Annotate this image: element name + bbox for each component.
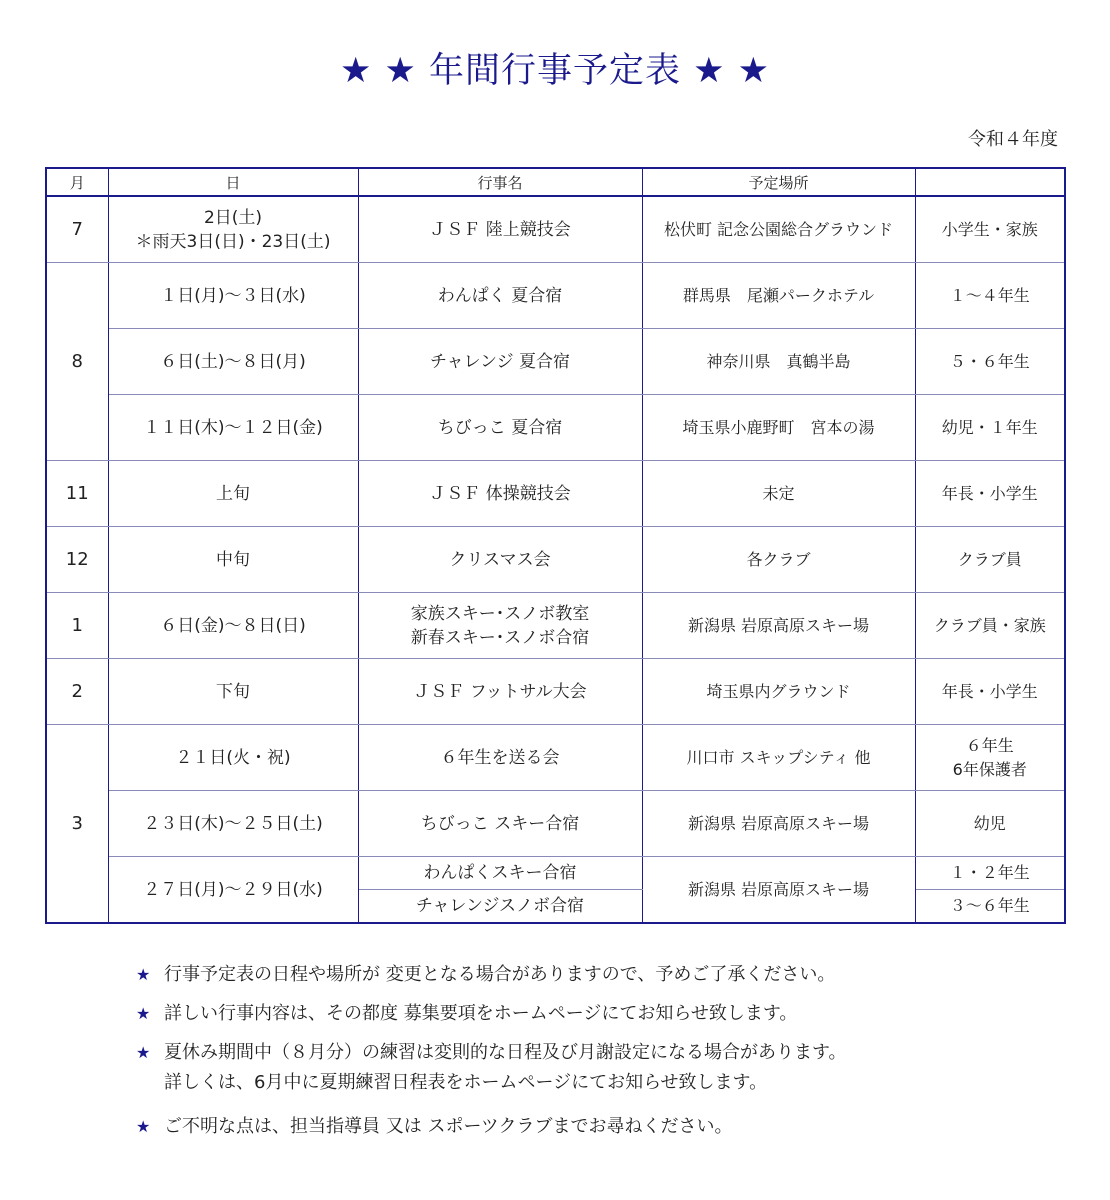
table-row [46, 659, 1065, 725]
place-cell: 群馬県 尾瀬パークホテル [642, 263, 915, 329]
place-cell: 埼玉県内グラウンド [642, 659, 915, 725]
target-cell: クラブ員 [915, 527, 1065, 593]
table-row [46, 329, 1065, 395]
month-cell: 3 [46, 725, 108, 924]
month-cell: 7 [46, 196, 108, 263]
table-row [46, 593, 1065, 659]
note-text: 詳しい行事内容は、その都度 募集要項をホームページにてお知らせ致します。 [164, 1003, 798, 1024]
place-cell: 新潟県 岩原高原スキー場 [642, 593, 915, 659]
place-cell: 川口市 スキップシティ 他 [642, 725, 915, 791]
date-cell: １日(月)～３日(水) [108, 263, 358, 329]
date-cell: ６日(土)～８日(月) [108, 329, 358, 395]
event-schedule-table [45, 167, 1066, 924]
place-cell: 各クラブ [642, 527, 915, 593]
place-cell: 未定 [642, 461, 915, 527]
note-text: 詳しくは、6月中に夏期練習日程表をホームページにてお知らせ致します。 [164, 1072, 768, 1093]
star-icon: ★ [136, 965, 151, 984]
event-name-cell: チャレンジスノボ合宿 [358, 890, 642, 924]
notes-section [136, 960, 1066, 1142]
event-name-cell: ちびっこ 夏合宿 [358, 395, 642, 461]
table-row [46, 857, 1065, 890]
target-cell [915, 725, 1065, 791]
table-header-row [46, 168, 1065, 196]
page-title: ★ ★ 年間行事予定表 ★ ★ [339, 51, 770, 91]
month-cell: 2 [46, 659, 108, 725]
place-cell: 新潟県 岩原高原スキー場 [642, 791, 915, 857]
table-row [46, 395, 1065, 461]
note-item [136, 960, 1066, 990]
star-icon: ★ [136, 1117, 151, 1136]
place-cell: 松伏町 記念公園総合グラウンド [642, 196, 915, 263]
table-row [46, 196, 1065, 263]
note-item [136, 1112, 1066, 1142]
target-cell: ３～６年生 [915, 890, 1065, 924]
target-line: 6年保護者 [952, 759, 1027, 779]
table-row [46, 461, 1065, 527]
event-name-line: 新春スキー･スノボ合宿 [410, 627, 590, 648]
header-date: 日 [108, 168, 358, 196]
event-name-cell: ６年生を送る会 [358, 725, 642, 791]
header-event-name: 行事名 [358, 168, 642, 196]
date-cell: 下旬 [108, 659, 358, 725]
target-cell: 幼児・１年生 [915, 395, 1065, 461]
table-row [46, 527, 1065, 593]
event-name-cell: ちびっこ スキー合宿 [358, 791, 642, 857]
target-cell: １～４年生 [915, 263, 1065, 329]
event-name-cell: ＪＳＦ 陸上競技会 [358, 196, 642, 263]
date-note: ＊雨天3日(日)・23日(土) [135, 231, 331, 252]
note-item [136, 1038, 1066, 1098]
date-cell: ２１日(火・祝) [108, 725, 358, 791]
note-text: ご不明な点は、担当指導員 又は スポーツクラブまでお尋ねください。 [164, 1116, 733, 1137]
table-row [46, 791, 1065, 857]
note-item [136, 999, 1066, 1029]
event-name-cell: ＪＳＦ 体操競技会 [358, 461, 642, 527]
table-row [46, 725, 1065, 791]
star-icon: ★ [136, 1004, 151, 1023]
place-cell: 神奈川県 真鶴半島 [642, 329, 915, 395]
header-place: 予定場所 [642, 168, 915, 196]
note-text: 行事予定表の日程や場所が 変更となる場合がありますので、予めご了承ください。 [164, 964, 836, 985]
place-cell: 新潟県 岩原高原スキー場 [642, 857, 915, 924]
event-name-cell: わんぱく 夏合宿 [358, 263, 642, 329]
date-cell: １１日(木)～１２日(金) [108, 395, 358, 461]
target-cell: 小学生・家族 [915, 196, 1065, 263]
target-cell: １・２年生 [915, 857, 1065, 890]
date-cell: ６日(金)～８日(日) [108, 593, 358, 659]
event-name-cell: チャレンジ 夏合宿 [358, 329, 642, 395]
date-cell: 上旬 [108, 461, 358, 527]
header-target [915, 168, 1065, 196]
month-cell: 8 [46, 263, 108, 461]
date-cell: ２３日(木)～２５日(土) [108, 791, 358, 857]
header-month: 月 [46, 168, 108, 196]
table-row [46, 263, 1065, 329]
event-name-cell: ＪＳＦ フットサル大会 [358, 659, 642, 725]
target-cell: ５・６年生 [915, 329, 1065, 395]
event-name-cell: わんぱくスキー合宿 [358, 857, 642, 890]
date-cell: 中旬 [108, 527, 358, 593]
place-cell: 埼玉県小鹿野町 宮本の湯 [642, 395, 915, 461]
month-cell: 1 [46, 593, 108, 659]
target-cell: クラブ員・家族 [915, 593, 1065, 659]
event-name-cell: クリスマス会 [358, 527, 642, 593]
target-cell: 年長・小学生 [915, 659, 1065, 725]
target-cell: 年長・小学生 [915, 461, 1065, 527]
note-text: 夏休み期間中（８月分）の練習は変則的な日程及び月謝設定になる場合があります。 [164, 1042, 847, 1063]
star-icon: ★ [136, 1043, 151, 1062]
month-cell: 11 [46, 461, 108, 527]
month-cell: 12 [46, 527, 108, 593]
event-name-line: 家族スキー･スノボ教室 [410, 603, 590, 624]
date-cell [108, 196, 358, 263]
date-cell: ２７日(月)～２９日(水) [108, 857, 358, 924]
target-cell: 幼児 [915, 791, 1065, 857]
date-text: 2日(土) [203, 207, 263, 228]
fiscal-year-label: 令和４年度 [968, 129, 1058, 150]
target-line: ６年生 [965, 735, 1014, 755]
event-name-cell [358, 593, 642, 659]
